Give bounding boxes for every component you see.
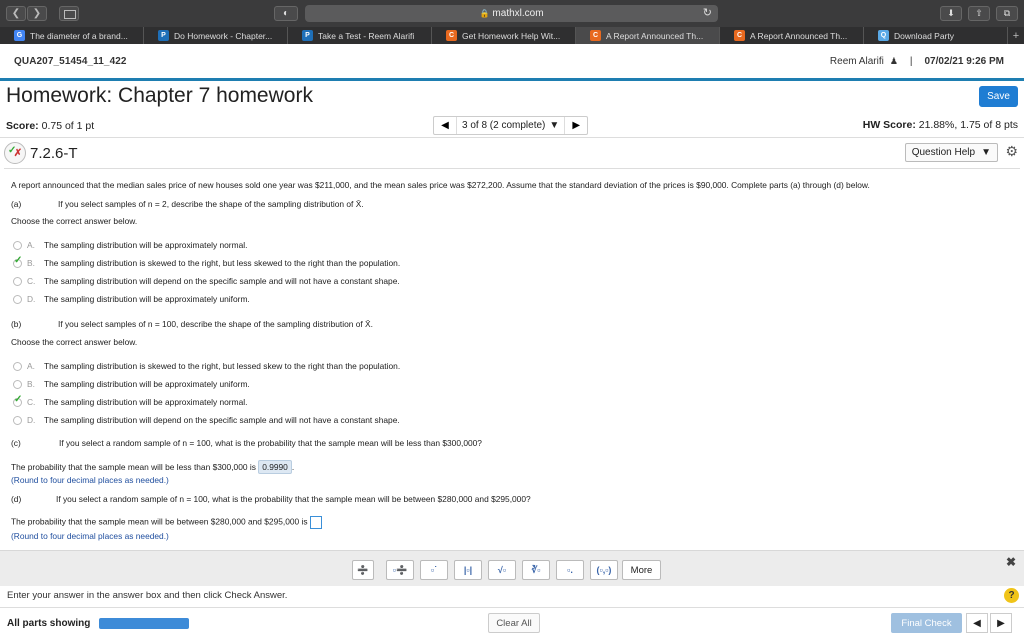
option-text: The sampling distribution will depend on the specific sample and will not have a constant shape. <box>44 415 400 425</box>
option-text: The sampling distribution will be approximately normal. <box>44 397 248 407</box>
question-header <box>0 138 1024 168</box>
status-bar <box>0 607 1024 640</box>
part-b-option-d[interactable] <box>13 415 400 425</box>
part-d-answer-prefix: The probability that the sample mean will be between $280,000 and $295,000 is <box>11 516 308 527</box>
question-id: 7.2.6-T <box>30 144 78 162</box>
question-select[interactable] <box>456 117 565 134</box>
user-icon: ♟ <box>889 56 898 66</box>
course-header <box>0 44 1024 81</box>
course-id: QUA207_51454_11_422 <box>14 55 127 67</box>
option-letter: D. <box>27 415 36 425</box>
choose-instruction: Choose the correct answer below. <box>11 216 138 226</box>
part-c-answer-line: The probability that the sample mean will be less than $300,000 is 0.9990 . <box>11 462 295 472</box>
question-help-button[interactable] <box>905 143 998 162</box>
part-b-option-a[interactable] <box>13 361 400 371</box>
browser-toolbar <box>0 0 1024 27</box>
radio-button[interactable] <box>13 416 22 425</box>
part-b-option-c[interactable] <box>13 393 248 407</box>
choose-instruction: Choose the correct answer below. <box>11 337 138 347</box>
interval-tool[interactable]: (▫,▫) <box>590 560 618 580</box>
score-label: Score: <box>6 119 39 132</box>
correct-check-icon[interactable]: ✓ <box>14 254 23 266</box>
part-a-option-d[interactable] <box>13 294 250 304</box>
part-c-text: If you select a random sample of n = 100, what is the probability that the sample mean will be less than $300,000? <box>59 438 482 448</box>
tab-chegg-help[interactable] <box>432 27 576 44</box>
tab-label: Download Party <box>894 30 955 41</box>
question-pager <box>433 116 588 135</box>
question-prompt: A report announced that the median sales price of new houses sold one year was $211,000, and the mean sales price was $272,200. Assume that the standard deviation of the prices is $90,000. Complete parts (a) through (d) below. <box>11 180 870 190</box>
tab-take-test[interactable] <box>288 27 432 44</box>
nth-root-tool[interactable]: ∛▫ <box>522 560 550 580</box>
user-info <box>830 56 1004 67</box>
option-text: The sampling distribution will be approximately normal. <box>44 240 248 250</box>
url-text: mathxl.com <box>492 8 544 19</box>
address-bar[interactable] <box>305 5 718 22</box>
clear-all-button[interactable]: Clear All <box>488 613 540 633</box>
forward-button[interactable]: ❯ <box>27 6 47 21</box>
privacy-shield-icon[interactable]: ◐ <box>274 6 298 21</box>
part-a-text: If you select samples of n = 2, describe the shape of the sampling distribution of X̄. <box>58 199 364 209</box>
tabs-overview-icon[interactable]: ⧉ <box>996 6 1018 21</box>
lock-icon: 🔒 <box>479 9 490 18</box>
completion-progress-bar <box>99 618 189 629</box>
tab-report-2[interactable] <box>720 27 864 44</box>
tab-label: Get Homework Help Wit... <box>462 30 561 41</box>
help-icon[interactable]: ? <box>1004 588 1019 603</box>
tab-google[interactable] <box>0 27 144 44</box>
option-letter: A. <box>27 240 35 250</box>
question-body <box>0 169 1024 549</box>
new-tab-button[interactable]: + <box>1012 29 1020 42</box>
part-a-label: (a) <box>11 199 22 209</box>
part-d-hint: (Round to four decimal places as needed.) <box>11 531 169 541</box>
exponent-tool[interactable]: ▫˙ <box>420 560 448 580</box>
download-party-icon: Q <box>878 30 889 41</box>
part-c-hint: (Round to four decimal places as needed.) <box>11 475 169 485</box>
fraction-tool[interactable]: ➗ <box>352 560 374 580</box>
radio-button[interactable] <box>13 241 22 250</box>
hw-score-label: HW Score: <box>862 119 916 131</box>
part-d-label: (d) <box>11 494 22 504</box>
question-help-label: Question Help <box>911 147 976 158</box>
pearson-icon: P <box>158 30 169 41</box>
sidebar-toggle-icon[interactable] <box>59 6 79 21</box>
radio-button[interactable] <box>13 362 22 371</box>
google-icon: G <box>14 30 25 41</box>
decimal-tool[interactable]: ▫. <box>556 560 584 580</box>
tab-label: A Report Announced Th... <box>750 30 848 41</box>
radio-button[interactable] <box>13 295 22 304</box>
tab-do-homework[interactable] <box>144 27 288 44</box>
option-letter: A. <box>27 361 35 371</box>
dropdown-arrow-icon: ▼ <box>549 120 560 131</box>
score <box>6 120 94 132</box>
part-c-answer-prefix: The probability that the sample mean will be less than $300,000 is <box>11 462 256 472</box>
more-tools-button[interactable]: More <box>622 560 661 580</box>
mixed-number-tool[interactable]: ▫➗ <box>386 560 414 580</box>
option-letter: C. <box>27 276 36 286</box>
option-letter: B. <box>27 379 35 389</box>
tab-bar <box>0 27 1024 44</box>
part-b-option-b[interactable] <box>13 379 250 389</box>
hw-score-value: 21.88%, 1.75 of 8 pts <box>918 119 1018 131</box>
pager-text: 3 of 8 (2 complete) <box>462 120 546 131</box>
part-b-text: If you select samples of n = 100, describe the shape of the sampling distribution of X̄. <box>58 319 373 329</box>
option-letter: C. <box>27 397 36 407</box>
part-c-answer-box[interactable]: 0.9990 <box>258 460 292 474</box>
part-a-option-c[interactable] <box>13 276 400 286</box>
datetime: 07/02/21 9:26 PM <box>924 56 1004 67</box>
option-text: The sampling distribution will be approximately uniform. <box>44 294 250 304</box>
nav-buttons <box>6 6 47 21</box>
radio-button[interactable] <box>13 277 22 286</box>
next-question-button[interactable]: ▶ <box>572 120 581 131</box>
instruction-text: Enter your answer in the answer box and then click Check Answer. <box>7 590 288 601</box>
correct-check-icon[interactable]: ✓ <box>14 393 23 405</box>
radio-button[interactable] <box>13 380 22 389</box>
final-check-button[interactable]: Final Check <box>891 613 962 633</box>
share-icon[interactable]: ⇧ <box>968 6 990 21</box>
option-letter: B. <box>27 258 35 268</box>
back-button[interactable]: ❮ <box>6 6 26 21</box>
hw-score <box>863 119 1018 131</box>
math-toolbar <box>0 550 1024 586</box>
part-b-label: (b) <box>11 319 22 329</box>
prev-question-button[interactable]: ◀ <box>966 613 988 633</box>
tab-label: The diameter of a brand... <box>30 30 128 41</box>
dropdown-arrow-icon: ▼ <box>981 147 991 158</box>
part-a-option-b[interactable] <box>13 254 401 268</box>
next-question-button[interactable]: ▶ <box>990 613 1012 633</box>
part-d-text: If you select a random sample of n = 100, what is the probability that the sample mean will be between $280,000 and $295,000? <box>56 494 531 504</box>
title-row <box>0 81 1024 111</box>
user-name[interactable]: Reem Alarifi <box>829 56 884 67</box>
download-icon[interactable]: ⬇ <box>940 6 962 21</box>
all-parts-label: All parts showing <box>7 618 91 629</box>
part-d-answer-input[interactable] <box>310 516 322 529</box>
gear-icon[interactable]: ⚙ <box>1005 143 1018 159</box>
option-text: The sampling distribution will depend on the specific sample and will not have a constant shape. <box>44 276 400 286</box>
tab-download-party[interactable] <box>864 27 1008 44</box>
prev-question-button[interactable]: ◀ <box>441 120 449 131</box>
tab-label: Take a Test - Reem Alarifi <box>318 30 415 41</box>
score-row <box>0 114 1024 138</box>
chegg-icon: C <box>734 30 745 41</box>
option-letter: D. <box>27 294 36 304</box>
pearson-icon: P <box>302 30 313 41</box>
page-title: Homework: Chapter 7 homework <box>6 84 313 107</box>
part-c-label: (c) <box>11 438 21 448</box>
option-text: The sampling distribution is skewed to the right, but lessed skew to the right than the population. <box>44 361 401 371</box>
reload-icon[interactable]: ↻ <box>702 7 712 19</box>
option-text: The sampling distribution will be approximately uniform. <box>44 379 250 389</box>
chegg-icon: C <box>590 30 601 41</box>
sqrt-tool[interactable]: √▫ <box>488 560 516 580</box>
partial-credit-icon: ✓ ✗ <box>4 142 26 164</box>
tab-report-1[interactable] <box>576 27 720 44</box>
option-text: The sampling distribution is skewed to the right, but less skewed to the right than the population. <box>44 258 401 268</box>
tab-label: A Report Announced Th... <box>606 30 704 41</box>
chegg-icon: C <box>446 30 457 41</box>
absolute-value-tool[interactable]: |▫| <box>454 560 482 580</box>
tab-label: Do Homework - Chapter... <box>174 30 273 41</box>
part-a-option-a[interactable] <box>13 240 247 250</box>
divider: | <box>909 56 913 67</box>
close-icon[interactable]: ✖ <box>1005 555 1016 569</box>
part-d-answer-line <box>11 516 322 529</box>
progress-fill <box>99 618 189 629</box>
score-value: 0.75 of 1 pt <box>41 119 95 132</box>
save-button[interactable]: Save <box>979 86 1018 107</box>
